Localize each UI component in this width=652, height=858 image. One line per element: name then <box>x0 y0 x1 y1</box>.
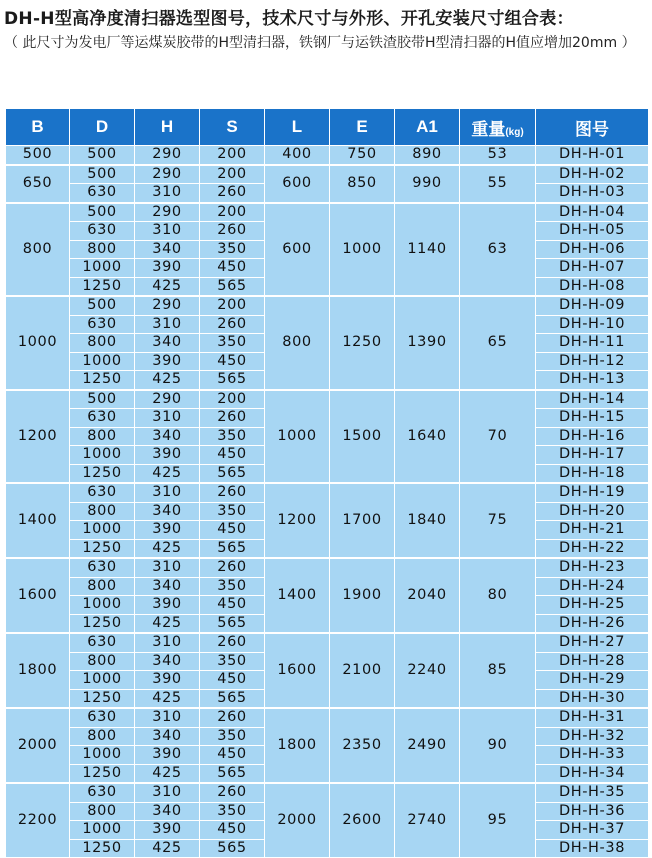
cell-h: 310 <box>135 409 200 428</box>
cell-s: 565 <box>200 371 265 390</box>
cell-h: 340 <box>135 427 200 446</box>
cell-d: 630 <box>70 315 135 334</box>
cell-h: 310 <box>135 558 200 577</box>
cell-h: 425 <box>135 764 200 783</box>
cell-h: 425 <box>135 539 200 558</box>
cell-h: 390 <box>135 596 200 615</box>
cell-d: 630 <box>70 558 135 577</box>
cell-d: 800 <box>70 577 135 596</box>
cell-l: 1400 <box>265 558 330 633</box>
cell-h: 340 <box>135 802 200 821</box>
cell-drawing-no: DH-H-07 <box>536 259 649 278</box>
cell-d: 800 <box>70 802 135 821</box>
cell-drawing-no: DH-H-36 <box>536 802 649 821</box>
cell-d: 1250 <box>70 539 135 558</box>
cell-drawing-no: DH-H-32 <box>536 727 649 746</box>
cell-a1: 1840 <box>395 483 460 558</box>
table-header-row <box>6 109 649 146</box>
cell-e: 1700 <box>330 483 395 558</box>
cell-drawing-no: DH-H-17 <box>536 446 649 465</box>
header-e: E <box>330 109 395 146</box>
cell-e: 850 <box>330 165 395 203</box>
cell-l: 1200 <box>265 483 330 558</box>
table-row <box>6 203 649 222</box>
header-b: B <box>6 109 70 146</box>
cell-h: 310 <box>135 708 200 727</box>
header-drawing-no: 图号 <box>536 109 649 146</box>
cell-h: 290 <box>135 296 200 315</box>
cell-drawing-no: DH-H-18 <box>536 464 649 483</box>
cell-a1: 2490 <box>395 708 460 783</box>
cell-h: 310 <box>135 783 200 802</box>
cell-d: 630 <box>70 483 135 502</box>
cell-d: 1000 <box>70 746 135 765</box>
cell-h: 340 <box>135 334 200 353</box>
cell-h: 390 <box>135 671 200 690</box>
cell-weight: 65 <box>460 296 536 390</box>
header-h: H <box>135 109 200 146</box>
table-row <box>6 633 649 652</box>
cell-drawing-no: DH-H-08 <box>536 277 649 296</box>
cell-e: 2350 <box>330 708 395 783</box>
table-row <box>6 165 649 184</box>
cell-s: 350 <box>200 240 265 259</box>
cell-h: 425 <box>135 614 200 633</box>
cell-s: 450 <box>200 596 265 615</box>
cell-drawing-no: DH-H-29 <box>536 671 649 690</box>
cell-s: 260 <box>200 783 265 802</box>
cell-b: 1400 <box>6 483 70 558</box>
cell-h: 340 <box>135 577 200 596</box>
cell-s: 200 <box>200 296 265 315</box>
cell-weight: 85 <box>460 633 536 708</box>
cell-h: 390 <box>135 259 200 278</box>
table-row <box>6 783 649 802</box>
cell-h: 310 <box>135 222 200 241</box>
cell-d: 800 <box>70 240 135 259</box>
cell-drawing-no: DH-H-37 <box>536 821 649 840</box>
cell-s: 260 <box>200 222 265 241</box>
cell-a1: 2040 <box>395 558 460 633</box>
cell-h: 310 <box>135 315 200 334</box>
cell-h: 340 <box>135 240 200 259</box>
cell-d: 1250 <box>70 839 135 858</box>
cell-d: 500 <box>70 203 135 222</box>
cell-s: 350 <box>200 802 265 821</box>
cell-drawing-no: DH-H-06 <box>536 240 649 259</box>
cell-l: 1600 <box>265 633 330 708</box>
cell-d: 630 <box>70 708 135 727</box>
cell-s: 350 <box>200 334 265 353</box>
cell-drawing-no: DH-H-11 <box>536 334 649 353</box>
cell-d: 1000 <box>70 352 135 371</box>
cell-drawing-no: DH-H-23 <box>536 558 649 577</box>
cell-a1: 2740 <box>395 783 460 858</box>
cell-s: 565 <box>200 839 265 858</box>
cell-drawing-no: DH-H-01 <box>536 146 649 165</box>
cell-drawing-no: DH-H-16 <box>536 427 649 446</box>
cell-s: 450 <box>200 259 265 278</box>
cell-e: 1000 <box>330 203 395 297</box>
cell-b: 650 <box>6 165 70 203</box>
cell-weight: 70 <box>460 390 536 484</box>
cell-s: 350 <box>200 427 265 446</box>
cell-s: 565 <box>200 689 265 708</box>
cell-h: 425 <box>135 689 200 708</box>
cell-s: 200 <box>200 390 265 409</box>
cell-h: 390 <box>135 446 200 465</box>
cell-l: 2000 <box>265 783 330 858</box>
cell-e: 1250 <box>330 296 395 390</box>
cell-d: 1250 <box>70 371 135 390</box>
header-weight: 重量(kg) <box>460 109 536 146</box>
cell-s: 565 <box>200 539 265 558</box>
cell-drawing-no: DH-H-22 <box>536 539 649 558</box>
cell-e: 2100 <box>330 633 395 708</box>
cell-d: 630 <box>70 633 135 652</box>
cell-b: 1800 <box>6 633 70 708</box>
cell-b: 500 <box>6 146 70 165</box>
header-a1: A1 <box>395 109 460 146</box>
cell-a1: 990 <box>395 165 460 203</box>
cell-d: 1000 <box>70 521 135 540</box>
cell-d: 800 <box>70 502 135 521</box>
cell-drawing-no: DH-H-15 <box>536 409 649 428</box>
cell-s: 450 <box>200 446 265 465</box>
table-row <box>6 558 649 577</box>
cell-h: 390 <box>135 521 200 540</box>
table-row <box>6 708 649 727</box>
cell-s: 200 <box>200 165 265 184</box>
cell-l: 600 <box>265 165 330 203</box>
cell-h: 425 <box>135 277 200 296</box>
cell-s: 350 <box>200 652 265 671</box>
cell-s: 350 <box>200 502 265 521</box>
cell-l: 800 <box>265 296 330 390</box>
cell-d: 500 <box>70 296 135 315</box>
size-note: （ 此尺寸为发电厂等运煤炭胶带的H型清扫器，铁钢厂与运铁渣胶带H型清扫器的H值应增加20mm ） <box>4 35 636 51</box>
cell-h: 425 <box>135 464 200 483</box>
cell-drawing-no: DH-H-34 <box>536 764 649 783</box>
cell-d: 1250 <box>70 277 135 296</box>
cell-h: 340 <box>135 502 200 521</box>
cell-s: 565 <box>200 277 265 296</box>
cell-d: 500 <box>70 165 135 184</box>
cell-drawing-no: DH-H-04 <box>536 203 649 222</box>
cell-drawing-no: DH-H-28 <box>536 652 649 671</box>
cell-drawing-no: DH-H-20 <box>536 502 649 521</box>
cell-h: 425 <box>135 839 200 858</box>
cell-s: 565 <box>200 614 265 633</box>
cell-s: 450 <box>200 821 265 840</box>
cell-d: 800 <box>70 427 135 446</box>
cell-drawing-no: DH-H-33 <box>536 746 649 765</box>
cell-h: 290 <box>135 390 200 409</box>
cell-drawing-no: DH-H-10 <box>536 315 649 334</box>
cell-drawing-no: DH-H-26 <box>536 614 649 633</box>
cell-s: 565 <box>200 464 265 483</box>
cell-l: 1800 <box>265 708 330 783</box>
header-d: D <box>70 109 135 146</box>
cell-h: 425 <box>135 371 200 390</box>
cell-drawing-no: DH-H-21 <box>536 521 649 540</box>
cell-d: 1000 <box>70 821 135 840</box>
cell-d: 1250 <box>70 614 135 633</box>
cell-h: 290 <box>135 146 200 165</box>
cell-s: 350 <box>200 577 265 596</box>
cell-drawing-no: DH-H-13 <box>536 371 649 390</box>
cell-d: 630 <box>70 222 135 241</box>
cell-d: 1000 <box>70 446 135 465</box>
cell-s: 450 <box>200 746 265 765</box>
weight-unit: (kg) <box>505 126 524 138</box>
cell-d: 1250 <box>70 764 135 783</box>
cell-b: 2000 <box>6 708 70 783</box>
cell-d: 800 <box>70 727 135 746</box>
cell-drawing-no: DH-H-03 <box>536 184 649 203</box>
table-body <box>6 146 649 858</box>
cell-a1: 1140 <box>395 203 460 297</box>
cell-drawing-no: DH-H-38 <box>536 839 649 858</box>
cell-h: 290 <box>135 203 200 222</box>
cell-drawing-no: DH-H-24 <box>536 577 649 596</box>
cell-h: 390 <box>135 352 200 371</box>
table-row <box>6 483 649 502</box>
cell-d: 1000 <box>70 259 135 278</box>
cell-d: 630 <box>70 184 135 203</box>
cell-s: 450 <box>200 671 265 690</box>
cell-s: 450 <box>200 352 265 371</box>
table-row <box>6 146 649 165</box>
cell-drawing-no: DH-H-12 <box>536 352 649 371</box>
cell-drawing-no: DH-H-05 <box>536 222 649 241</box>
cell-h: 310 <box>135 483 200 502</box>
cell-d: 1000 <box>70 596 135 615</box>
cell-d: 500 <box>70 390 135 409</box>
cell-s: 200 <box>200 203 265 222</box>
cell-h: 290 <box>135 165 200 184</box>
cell-a1: 2240 <box>395 633 460 708</box>
cell-s: 260 <box>200 315 265 334</box>
cell-e: 2600 <box>330 783 395 858</box>
cell-d: 1250 <box>70 464 135 483</box>
cell-a1: 1390 <box>395 296 460 390</box>
cell-weight: 80 <box>460 558 536 633</box>
cell-weight: 95 <box>460 783 536 858</box>
cell-e: 1900 <box>330 558 395 633</box>
cell-s: 260 <box>200 184 265 203</box>
cell-d: 630 <box>70 409 135 428</box>
cell-drawing-no: DH-H-19 <box>536 483 649 502</box>
cell-d: 1250 <box>70 689 135 708</box>
cell-d: 800 <box>70 334 135 353</box>
page-title: DH-H型高净度清扫器选型图号，技术尺寸与外形、开孔安装尺寸组合表： <box>4 9 574 29</box>
cell-s: 260 <box>200 483 265 502</box>
cell-e: 1500 <box>330 390 395 484</box>
header-l: L <box>265 109 330 146</box>
cell-drawing-no: DH-H-35 <box>536 783 649 802</box>
cell-e: 750 <box>330 146 395 165</box>
cell-drawing-no: DH-H-30 <box>536 689 649 708</box>
cell-drawing-no: DH-H-25 <box>536 596 649 615</box>
cell-b: 1200 <box>6 390 70 484</box>
cell-s: 260 <box>200 558 265 577</box>
cell-s: 260 <box>200 708 265 727</box>
cell-l: 400 <box>265 146 330 165</box>
spec-table <box>5 108 649 858</box>
cell-s: 565 <box>200 764 265 783</box>
cell-drawing-no: DH-H-14 <box>536 390 649 409</box>
cell-weight: 75 <box>460 483 536 558</box>
table-row <box>6 296 649 315</box>
cell-a1: 890 <box>395 146 460 165</box>
cell-l: 1000 <box>265 390 330 484</box>
cell-drawing-no: DH-H-31 <box>536 708 649 727</box>
cell-weight: 63 <box>460 203 536 297</box>
cell-b: 1600 <box>6 558 70 633</box>
cell-s: 200 <box>200 146 265 165</box>
cell-weight: 55 <box>460 165 536 203</box>
cell-h: 310 <box>135 633 200 652</box>
cell-b: 800 <box>6 203 70 297</box>
cell-h: 310 <box>135 184 200 203</box>
header-s: S <box>200 109 265 146</box>
cell-b: 2200 <box>6 783 70 858</box>
cell-s: 450 <box>200 521 265 540</box>
cell-b: 1000 <box>6 296 70 390</box>
cell-s: 260 <box>200 633 265 652</box>
cell-drawing-no: DH-H-02 <box>536 165 649 184</box>
cell-drawing-no: DH-H-27 <box>536 633 649 652</box>
cell-h: 340 <box>135 652 200 671</box>
cell-h: 340 <box>135 727 200 746</box>
cell-d: 500 <box>70 146 135 165</box>
cell-l: 600 <box>265 203 330 297</box>
cell-weight: 53 <box>460 146 536 165</box>
cell-s: 350 <box>200 727 265 746</box>
cell-drawing-no: DH-H-09 <box>536 296 649 315</box>
table-row <box>6 390 649 409</box>
cell-d: 1000 <box>70 671 135 690</box>
cell-h: 390 <box>135 746 200 765</box>
cell-s: 260 <box>200 409 265 428</box>
cell-d: 800 <box>70 652 135 671</box>
cell-h: 390 <box>135 821 200 840</box>
cell-weight: 90 <box>460 708 536 783</box>
cell-d: 630 <box>70 783 135 802</box>
cell-a1: 1640 <box>395 390 460 484</box>
